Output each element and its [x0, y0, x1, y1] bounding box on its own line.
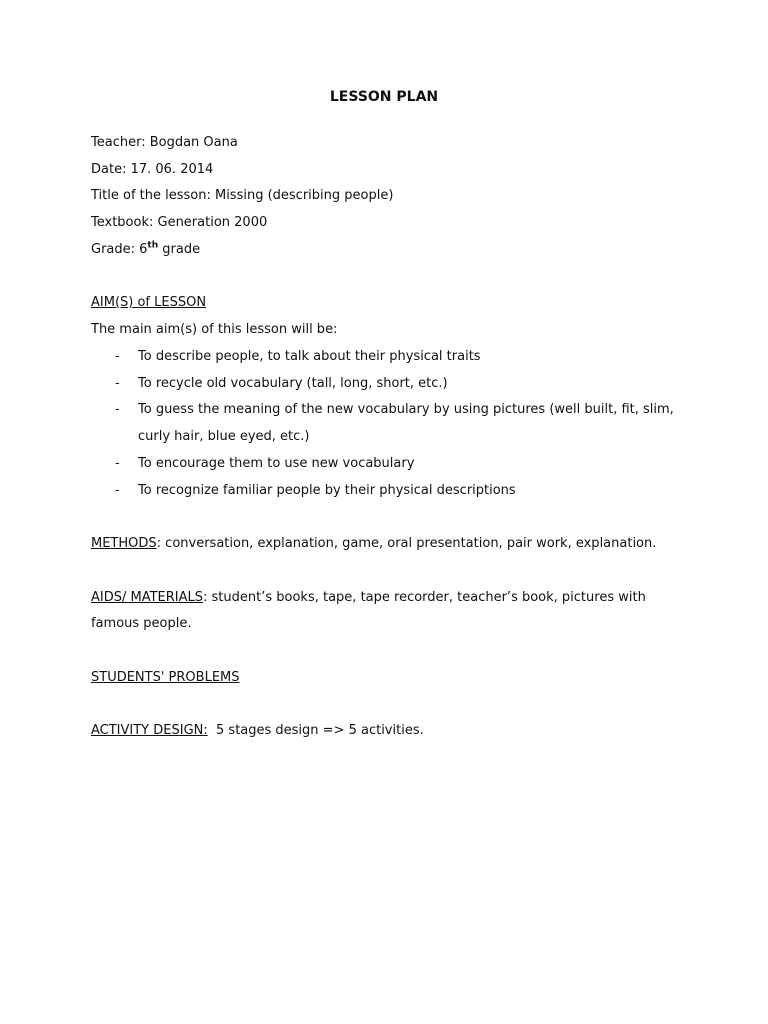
aim-item: To recognize familiar people by their physical descriptions	[138, 483, 516, 498]
aim-item: To guess the meaning of the new vocabulary by using pictures (well built, fit, slim,	[138, 402, 674, 417]
activity-design-line	[91, 722, 424, 740]
bullet-marker: -	[115, 483, 120, 498]
grade-prefix: Grade: 6	[91, 242, 148, 257]
aim-item: To describe people, to talk about their physical traits	[138, 349, 481, 364]
aims-heading: AIM(S) of LESSON	[91, 295, 207, 310]
aim-item-continuation: curly hair, blue eyed, etc.)	[138, 429, 310, 444]
aim-item: To recycle old vocabulary (tall, long, short, etc.)	[138, 376, 448, 391]
activity-design-text: 5 stages design => 5 activities.	[207, 723, 424, 738]
methods-text: : conversation, explanation, game, oral presentation, pair work, explanation.	[156, 536, 657, 551]
grade-suffix: grade	[158, 242, 201, 257]
date-line: Date: 17. 06. 2014	[91, 162, 214, 177]
students-problems-heading: STUDENTS' PROBLEMS	[91, 670, 240, 685]
bullet-marker: -	[115, 349, 120, 364]
lesson-title-line: Title of the lesson: Missing (describing people)	[91, 188, 394, 203]
aids-line-continuation: famous people.	[91, 616, 192, 631]
aim-item: To encourage them to use new vocabulary	[138, 456, 415, 471]
document-title: LESSON PLAN	[329, 89, 439, 105]
grade-superscript: th	[147, 240, 159, 251]
aids-text: : student’s books, tape, tape recorder, teacher’s book, pictures with	[203, 590, 646, 605]
bullet-marker: -	[115, 376, 120, 391]
aids-line	[91, 589, 646, 607]
bullet-marker: -	[115, 456, 120, 471]
bullet-marker: -	[115, 402, 120, 417]
activity-design-label: ACTIVITY DESIGN:	[91, 723, 208, 738]
teacher-line: Teacher: Bogdan Oana	[91, 135, 238, 150]
grade-line	[91, 241, 200, 259]
textbook-line: Textbook: Generation 2000	[91, 215, 268, 230]
aims-intro: The main aim(s) of this lesson will be:	[91, 322, 338, 337]
methods-label: METHODS	[91, 536, 157, 551]
methods-line	[91, 535, 656, 553]
aids-label: AIDS/ MATERIALS	[91, 590, 204, 605]
